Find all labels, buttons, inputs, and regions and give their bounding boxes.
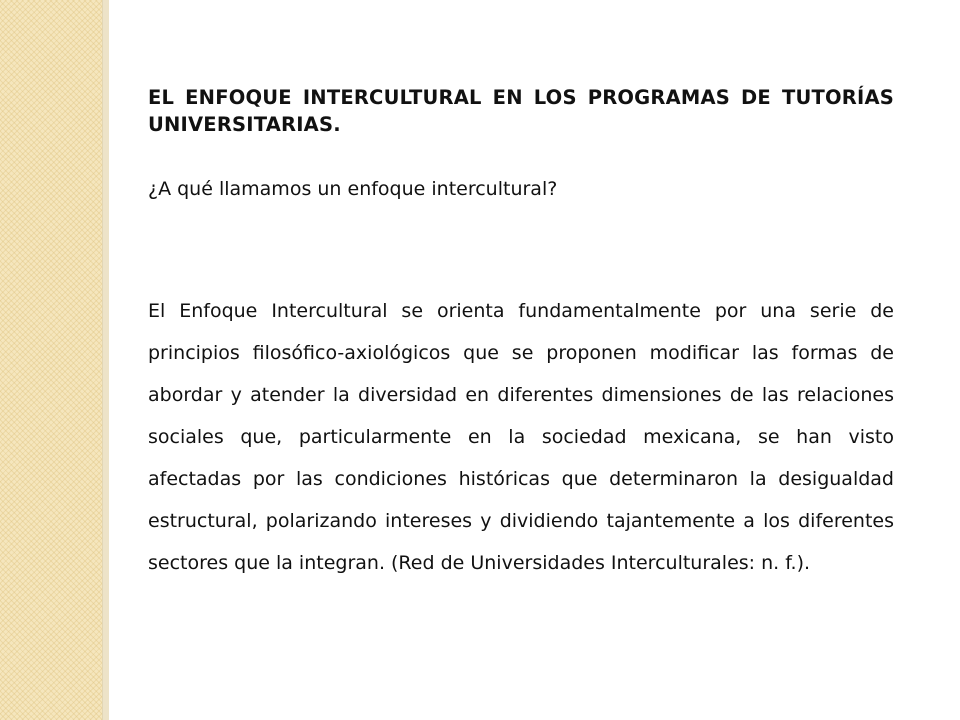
decorative-side-band [0,0,102,720]
slide-question: ¿A qué llamamos un enfoque intercultural? [148,178,558,200]
decorative-side-rule [102,0,109,720]
slide-body-paragraph: El Enfoque Intercultural se orienta fundamentalmente por una serie de principios filosófico-axiológicos que se proponen modificar las formas de abordar y atender la diversidad en diferentes dimensiones de las relaciones sociales que, particularmente en la sociedad mexicana, se han visto afectadas por las condiciones históricas que determinaron la desigualdad estructural, polarizando intereses y dividiendo tajantemente a los diferentes sectores que la integran. (Red de Universidades Interculturales: n. f.). [148,300,894,574]
slide-content [148,84,894,584]
slide-title: EL ENFOQUE INTERCULTURAL EN LOS PROGRAMAS DE TUTORÍAS UNIVERSITARIAS. [148,86,894,136]
